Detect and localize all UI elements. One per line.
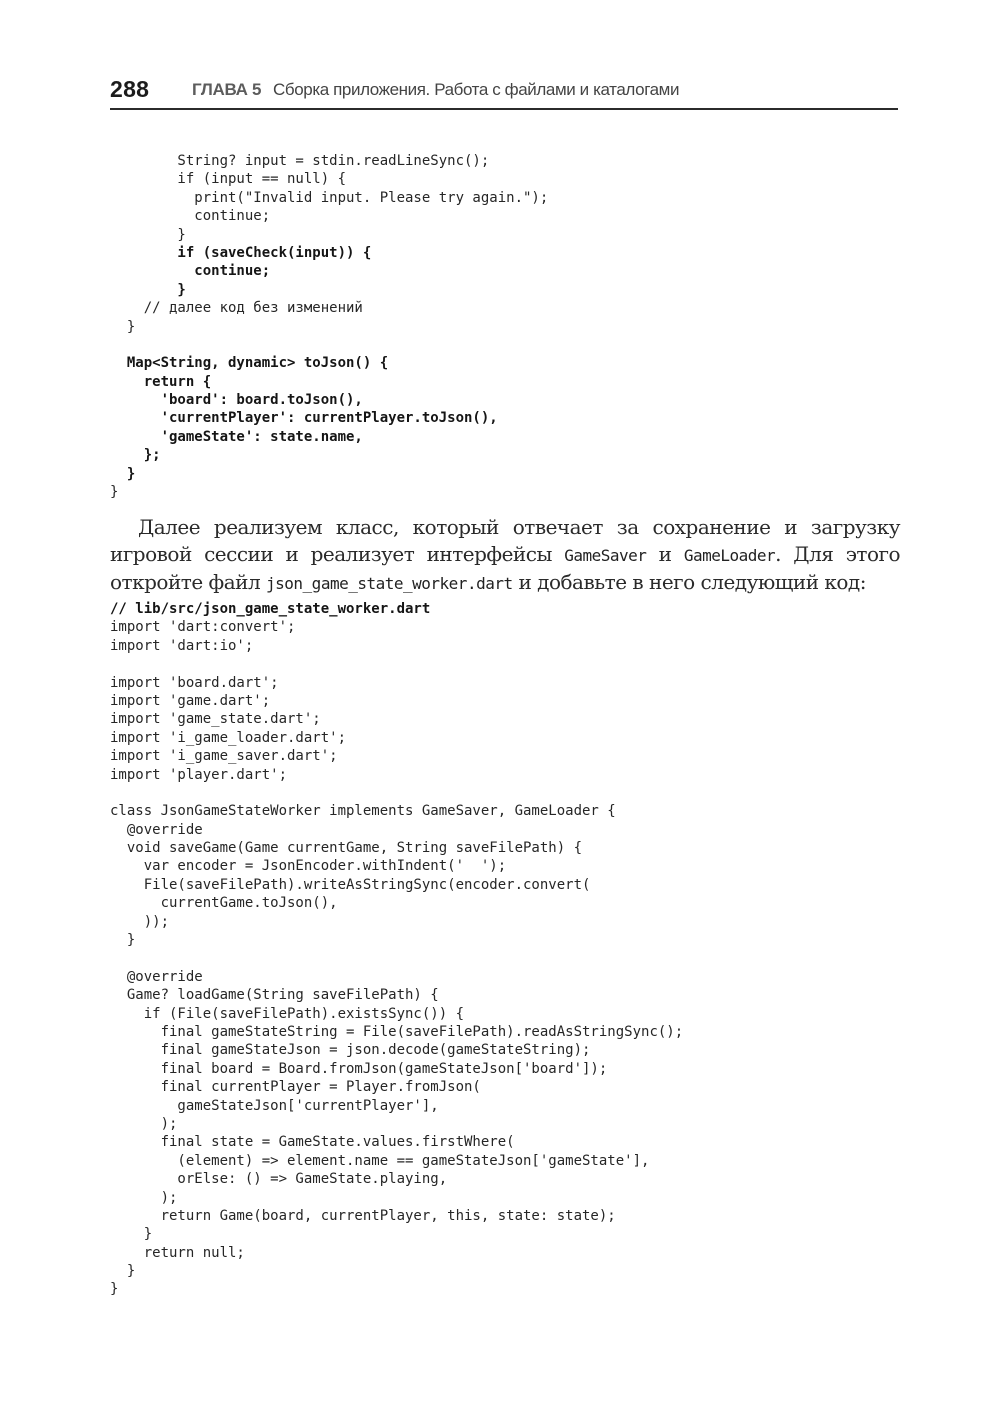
code-line: final board = Board.fromJson(gameStateJson['board']); [110, 1060, 608, 1077]
code-line: print("Invalid input. Please try again."); [110, 189, 549, 206]
code-line: if (saveCheck(input)) { [110, 244, 372, 261]
code-line: ); [110, 1189, 178, 1206]
code-line: continue; [110, 263, 271, 280]
page-header [110, 76, 898, 110]
code-line: final gameStateString = File(saveFilePath).readAsStringSync(); [110, 1023, 684, 1040]
code-line: File(saveFilePath).writeAsStringSync(encoder.convert( [110, 876, 591, 893]
code-line: var encoder = JsonEncoder.withIndent(' '); [110, 858, 507, 875]
code-line: } [110, 465, 136, 482]
code-line: @override [110, 821, 203, 838]
code-line: Game? loadGame(String saveFilePath) { [110, 987, 439, 1004]
code-line: } [110, 318, 136, 335]
code-line: import 'dart:convert'; [110, 619, 296, 636]
code-line: import 'player.dart'; [110, 766, 288, 783]
inline-code-gamesaver: GameSaver [564, 545, 647, 565]
inline-code-gameloader: GameLoader [683, 545, 776, 565]
code-line: 'board': board.toJson(), [110, 392, 363, 409]
code-line: ); [110, 1115, 178, 1132]
code-line [110, 336, 548, 354]
code-line: 'currentPlayer': currentPlayer.toJson(), [110, 410, 498, 427]
code-line: import 'dart:io'; [110, 637, 254, 654]
page-number: 288 [110, 76, 150, 102]
inline-code-filename: json_game_state_worker.dart [266, 574, 513, 593]
code-line: @override [110, 968, 203, 985]
code-line: 'gameState': state.name, [110, 428, 363, 445]
code-line [110, 949, 683, 967]
code-line: } [110, 484, 119, 501]
code-line: if (input == null) { [110, 171, 347, 188]
code-line: import 'board.dart'; [110, 674, 279, 691]
code-line: return Game(board, currentPlayer, this, state: state); [110, 1207, 616, 1224]
code-line: } [110, 281, 186, 298]
code-line: (element) => element.name == gameStateJson['gameState'], [110, 1152, 650, 1169]
code-line: } [110, 226, 186, 243]
paragraph-text: и добавьте в него следующий код: [512, 570, 866, 594]
code-line: // далее код без изменений [110, 300, 363, 317]
code-line: // lib/src/json_game_state_worker.dart [110, 601, 431, 617]
code-line [110, 784, 683, 802]
code-line: currentGame.toJson(), [110, 895, 338, 912]
code-line [110, 655, 683, 673]
body-paragraph [110, 514, 900, 598]
code-line: void saveGame(Game currentGame, String saveFilePath) { [110, 840, 583, 857]
code-line: gameStateJson['currentPlayer'], [110, 1097, 439, 1114]
code-line: return null; [110, 1244, 245, 1261]
code-line: import 'game.dart'; [110, 692, 271, 709]
paragraph-text: и [646, 541, 684, 566]
code-line: Map<String, dynamic> toJson() { [110, 355, 389, 372]
code-line: } [110, 1281, 119, 1298]
code-line: continue; [110, 208, 271, 225]
code-line: return { [110, 373, 212, 390]
paragraph-text: Далее реализуем класс, который отвечает за сохранение и загрузку игровой сессии и реализует интерфейсы [110, 515, 900, 566]
code-line: }; [110, 447, 161, 464]
code-line: String? input = stdin.readLineSync(); [110, 153, 490, 169]
code-line: final state = GameState.values.firstWhere( [110, 1134, 515, 1151]
code-line: final gameStateJson = json.decode(gameStateString); [110, 1042, 591, 1059]
code-line: if (File(saveFilePath).existsSync()) { [110, 1005, 465, 1022]
code-line: class JsonGameStateWorker implements GameSaver, GameLoader { [110, 803, 616, 820]
code-line: import 'i_game_loader.dart'; [110, 729, 347, 746]
code-line: import 'game_state.dart'; [110, 711, 321, 728]
code-line: } [110, 1226, 153, 1243]
code-line: orElse: () => GameState.playing, [110, 1171, 448, 1188]
paragraph-text: . Для этого откройте файл [110, 541, 901, 594]
code-listing-top [110, 152, 548, 501]
code-listing-bottom [110, 600, 683, 1299]
code-line: } [110, 1263, 136, 1280]
code-line: import 'i_game_saver.dart'; [110, 748, 338, 765]
code-line: } [110, 932, 136, 949]
chapter-title: Сборка приложения. Работа с файлами и каталогами [273, 80, 680, 99]
code-line: )); [110, 913, 170, 930]
code-line: final currentPlayer = Player.fromJson( [110, 1079, 481, 1096]
chapter-label: ГЛАВА 5 [192, 80, 262, 99]
